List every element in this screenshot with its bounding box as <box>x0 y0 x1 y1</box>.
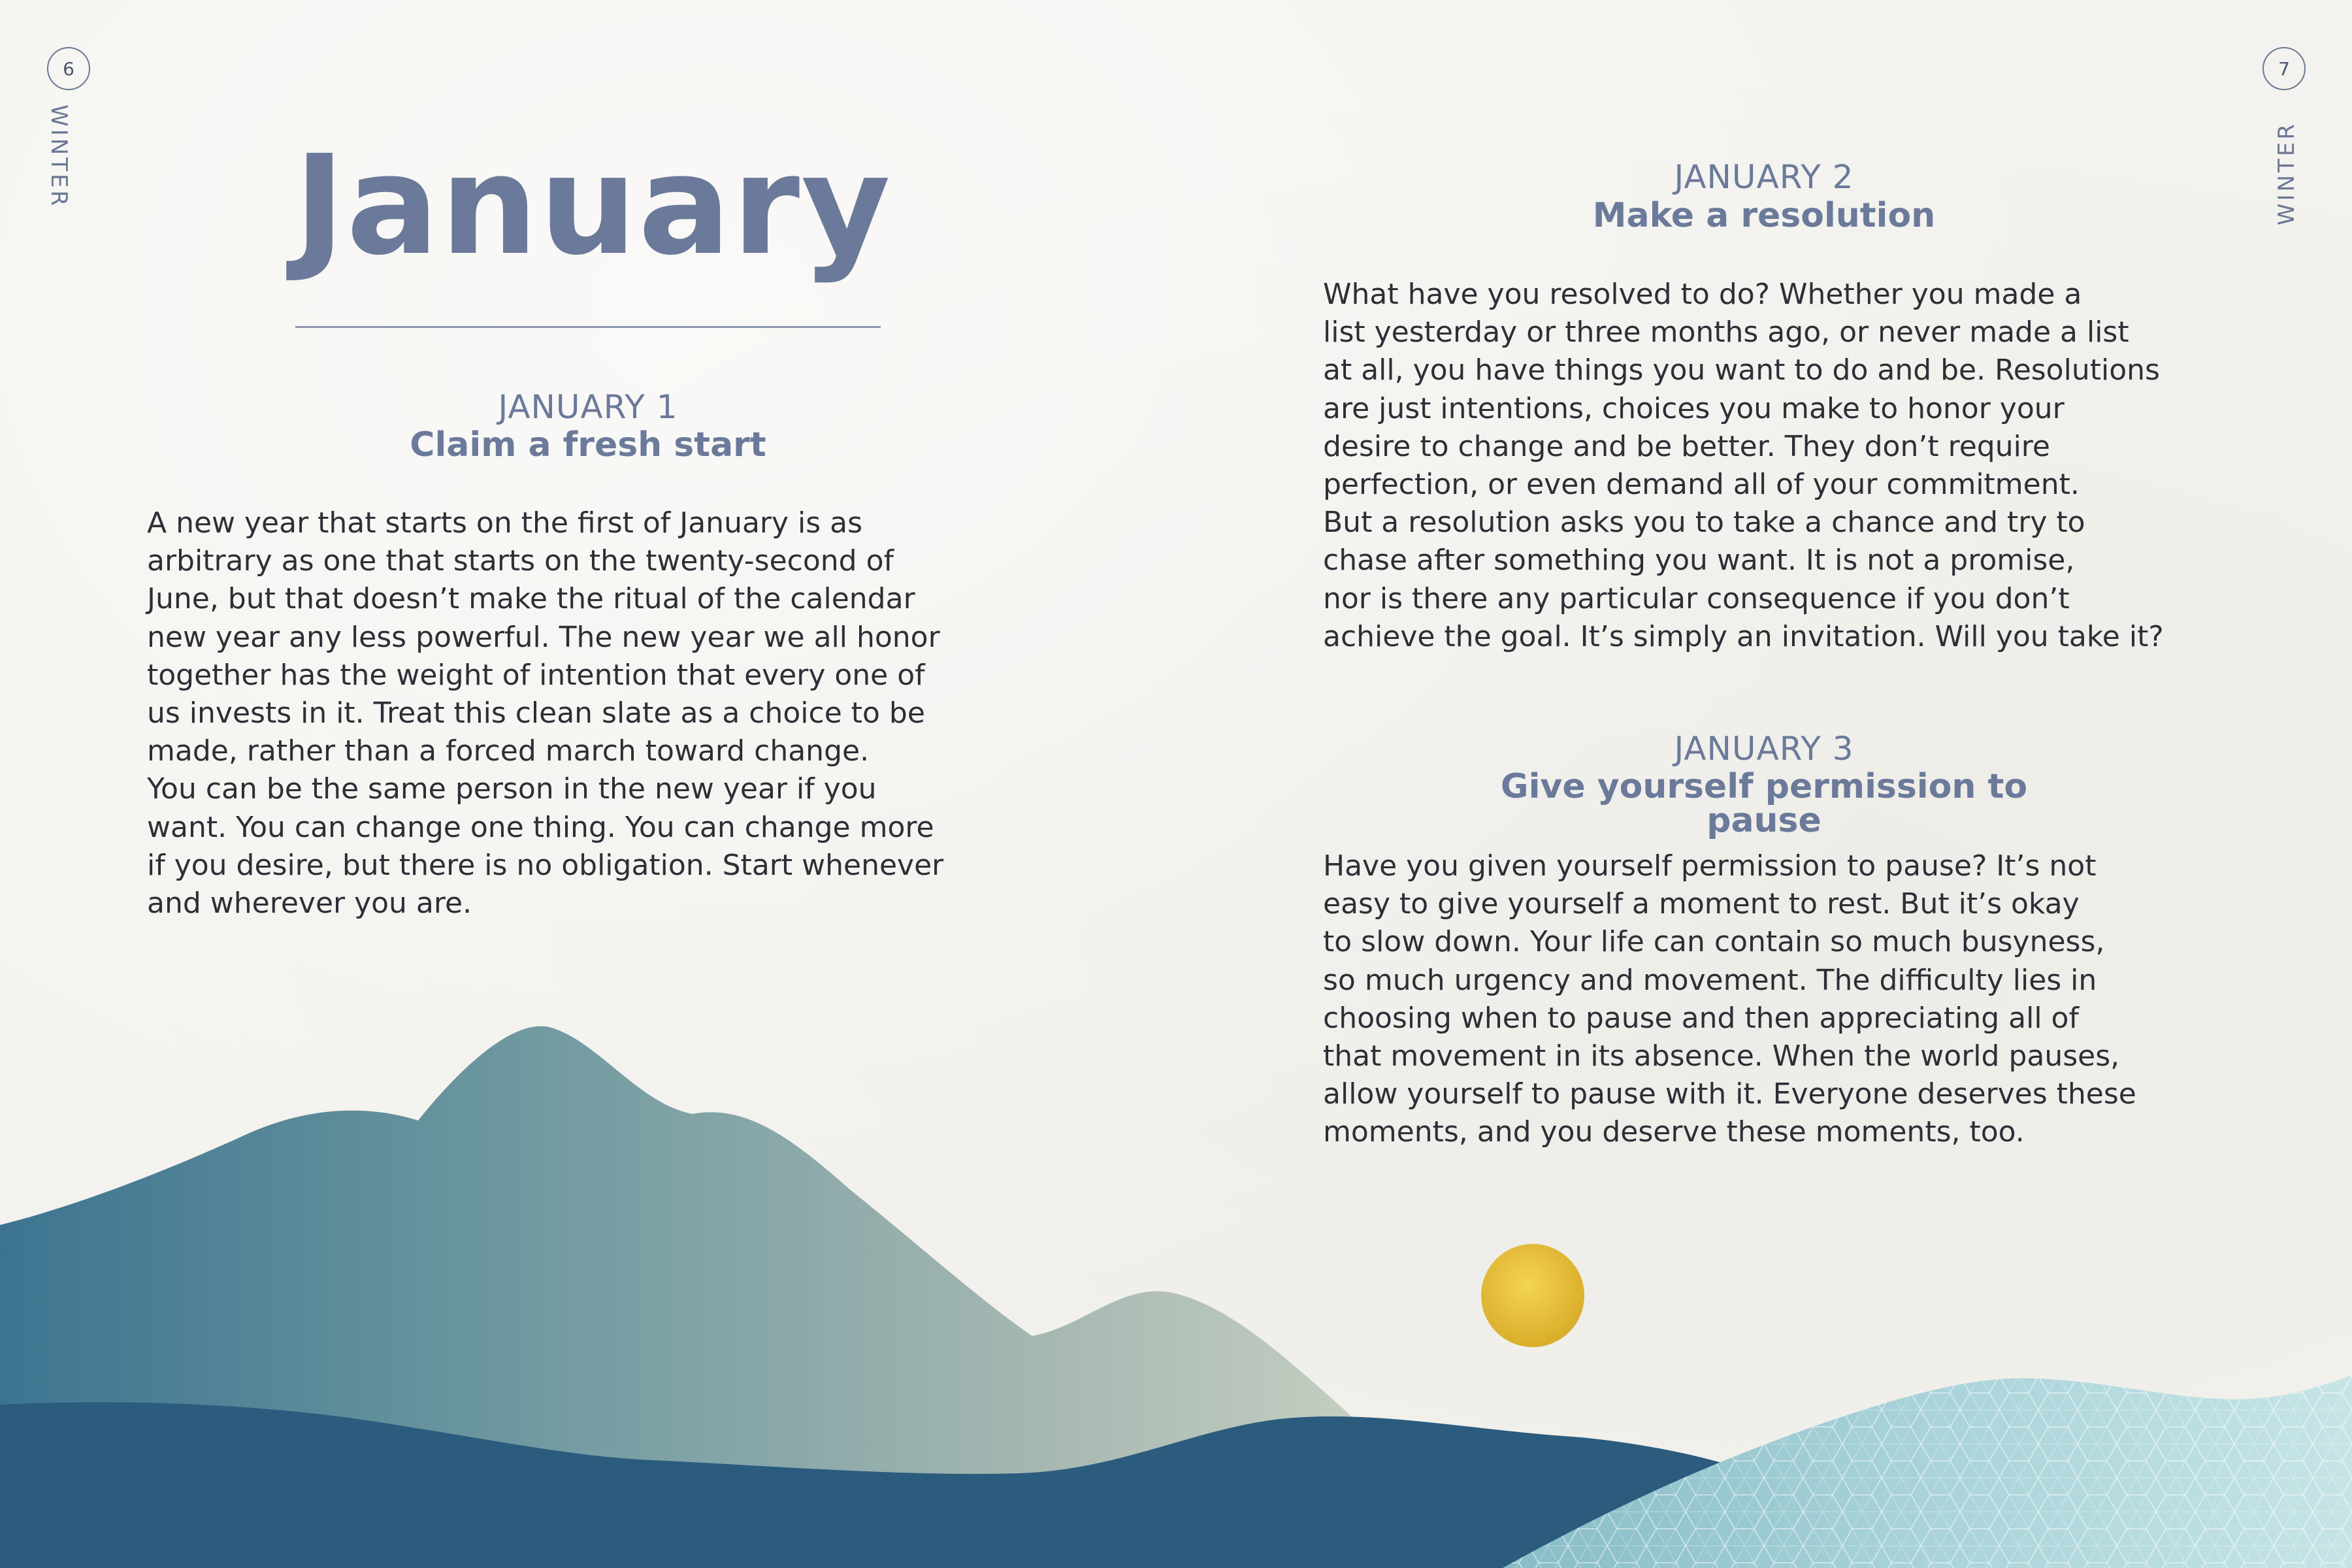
entry-line: at all, you have things you want to do and be. Resolutions <box>1323 353 2160 387</box>
page-number-left <box>47 47 90 90</box>
entry-line: Have you given yourself permission to pause? It’s not <box>1323 849 2097 883</box>
page-number-right <box>2262 47 2306 90</box>
entry-3-heading: Give yourself permission to pause <box>1500 767 2028 840</box>
entry-line: chase after something you want. It is not a promise, <box>1323 544 2075 578</box>
entry-line: arbitrary as one that starts on the twenty-second of <box>147 544 894 578</box>
entry-line: us invests in it. Treat this clean slate as a choice to be <box>147 696 925 730</box>
entry-line: so much urgency and movement. The difficulty lies in <box>1323 963 2097 997</box>
entry-2-body <box>1323 276 2164 656</box>
entry-line: choosing when to pause and then appreciating all of <box>1323 1001 2079 1035</box>
sun-icon <box>1481 1244 1584 1347</box>
entry-line: moments, and you deserve these moments, too. <box>1323 1115 2025 1149</box>
entry-3-date: JANUARY 3 <box>1674 730 1854 768</box>
season-label-right: WINTER <box>2274 122 2300 225</box>
entry-line: June, but that doesn’t make the ritual of the calendar <box>147 582 915 616</box>
entry-line: You can be the same person in the new year if you <box>147 772 877 806</box>
entry-line: new year any less powerful. The new year we all honor <box>147 620 940 654</box>
entry-line: if you desire, but there is no obligation. Start whenever <box>147 848 944 882</box>
entry-line: But a resolution asks you to take a chance and try to <box>1323 506 2085 540</box>
title-divider <box>295 326 881 328</box>
page-number-left-text: 6 <box>63 57 74 80</box>
entry-line: list yesterday or three months ago, or never made a list <box>1323 316 2129 350</box>
entry-line: nor is there any particular consequence if you don’t <box>1323 581 2070 615</box>
entry-line: perfection, or even demand all of your commitment. <box>1323 468 2080 502</box>
entry-line: together has the weight of intention that every one of <box>147 658 925 692</box>
entry-line: easy to give yourself a moment to rest. But it’s okay <box>1323 887 2080 921</box>
entry-2-heading: Make a resolution <box>1592 196 1936 235</box>
season-label-left: WINTER <box>46 105 72 208</box>
entry-line: are just intentions, choices you make to honor your <box>1323 391 2065 425</box>
entry-line: A new year that starts on the first of January is as <box>147 506 863 540</box>
entry-line: What have you resolved to do? Whether you made a <box>1323 278 2082 311</box>
entry-line: allow yourself to pause with it. Everyone deserves these <box>1323 1077 2136 1111</box>
entry-line: desire to change and be better. They don’t require <box>1323 429 2050 463</box>
page-number-right-text: 7 <box>2278 57 2290 80</box>
entry-line: and wherever you are. <box>147 887 472 921</box>
mountain-range-illustration <box>0 967 2352 1568</box>
entry-1-body <box>147 504 943 923</box>
month-title: January <box>294 125 892 286</box>
entry-1-date: JANUARY 1 <box>498 388 678 426</box>
entry-line: achieve the goal. It’s simply an invitation. Will you take it? <box>1323 619 2164 653</box>
entry-line: that movement in its absence. When the world pauses, <box>1323 1039 2120 1073</box>
entry-line: want. You can change one thing. You can change more <box>147 810 934 844</box>
entry-line: made, rather than a forced march toward change. <box>147 734 870 768</box>
entry-1-heading: Claim a fresh start <box>410 425 766 465</box>
entry-2-date: JANUARY 2 <box>1674 158 1854 196</box>
entry-line: to slow down. Your life can contain so much busyness, <box>1323 925 2105 959</box>
